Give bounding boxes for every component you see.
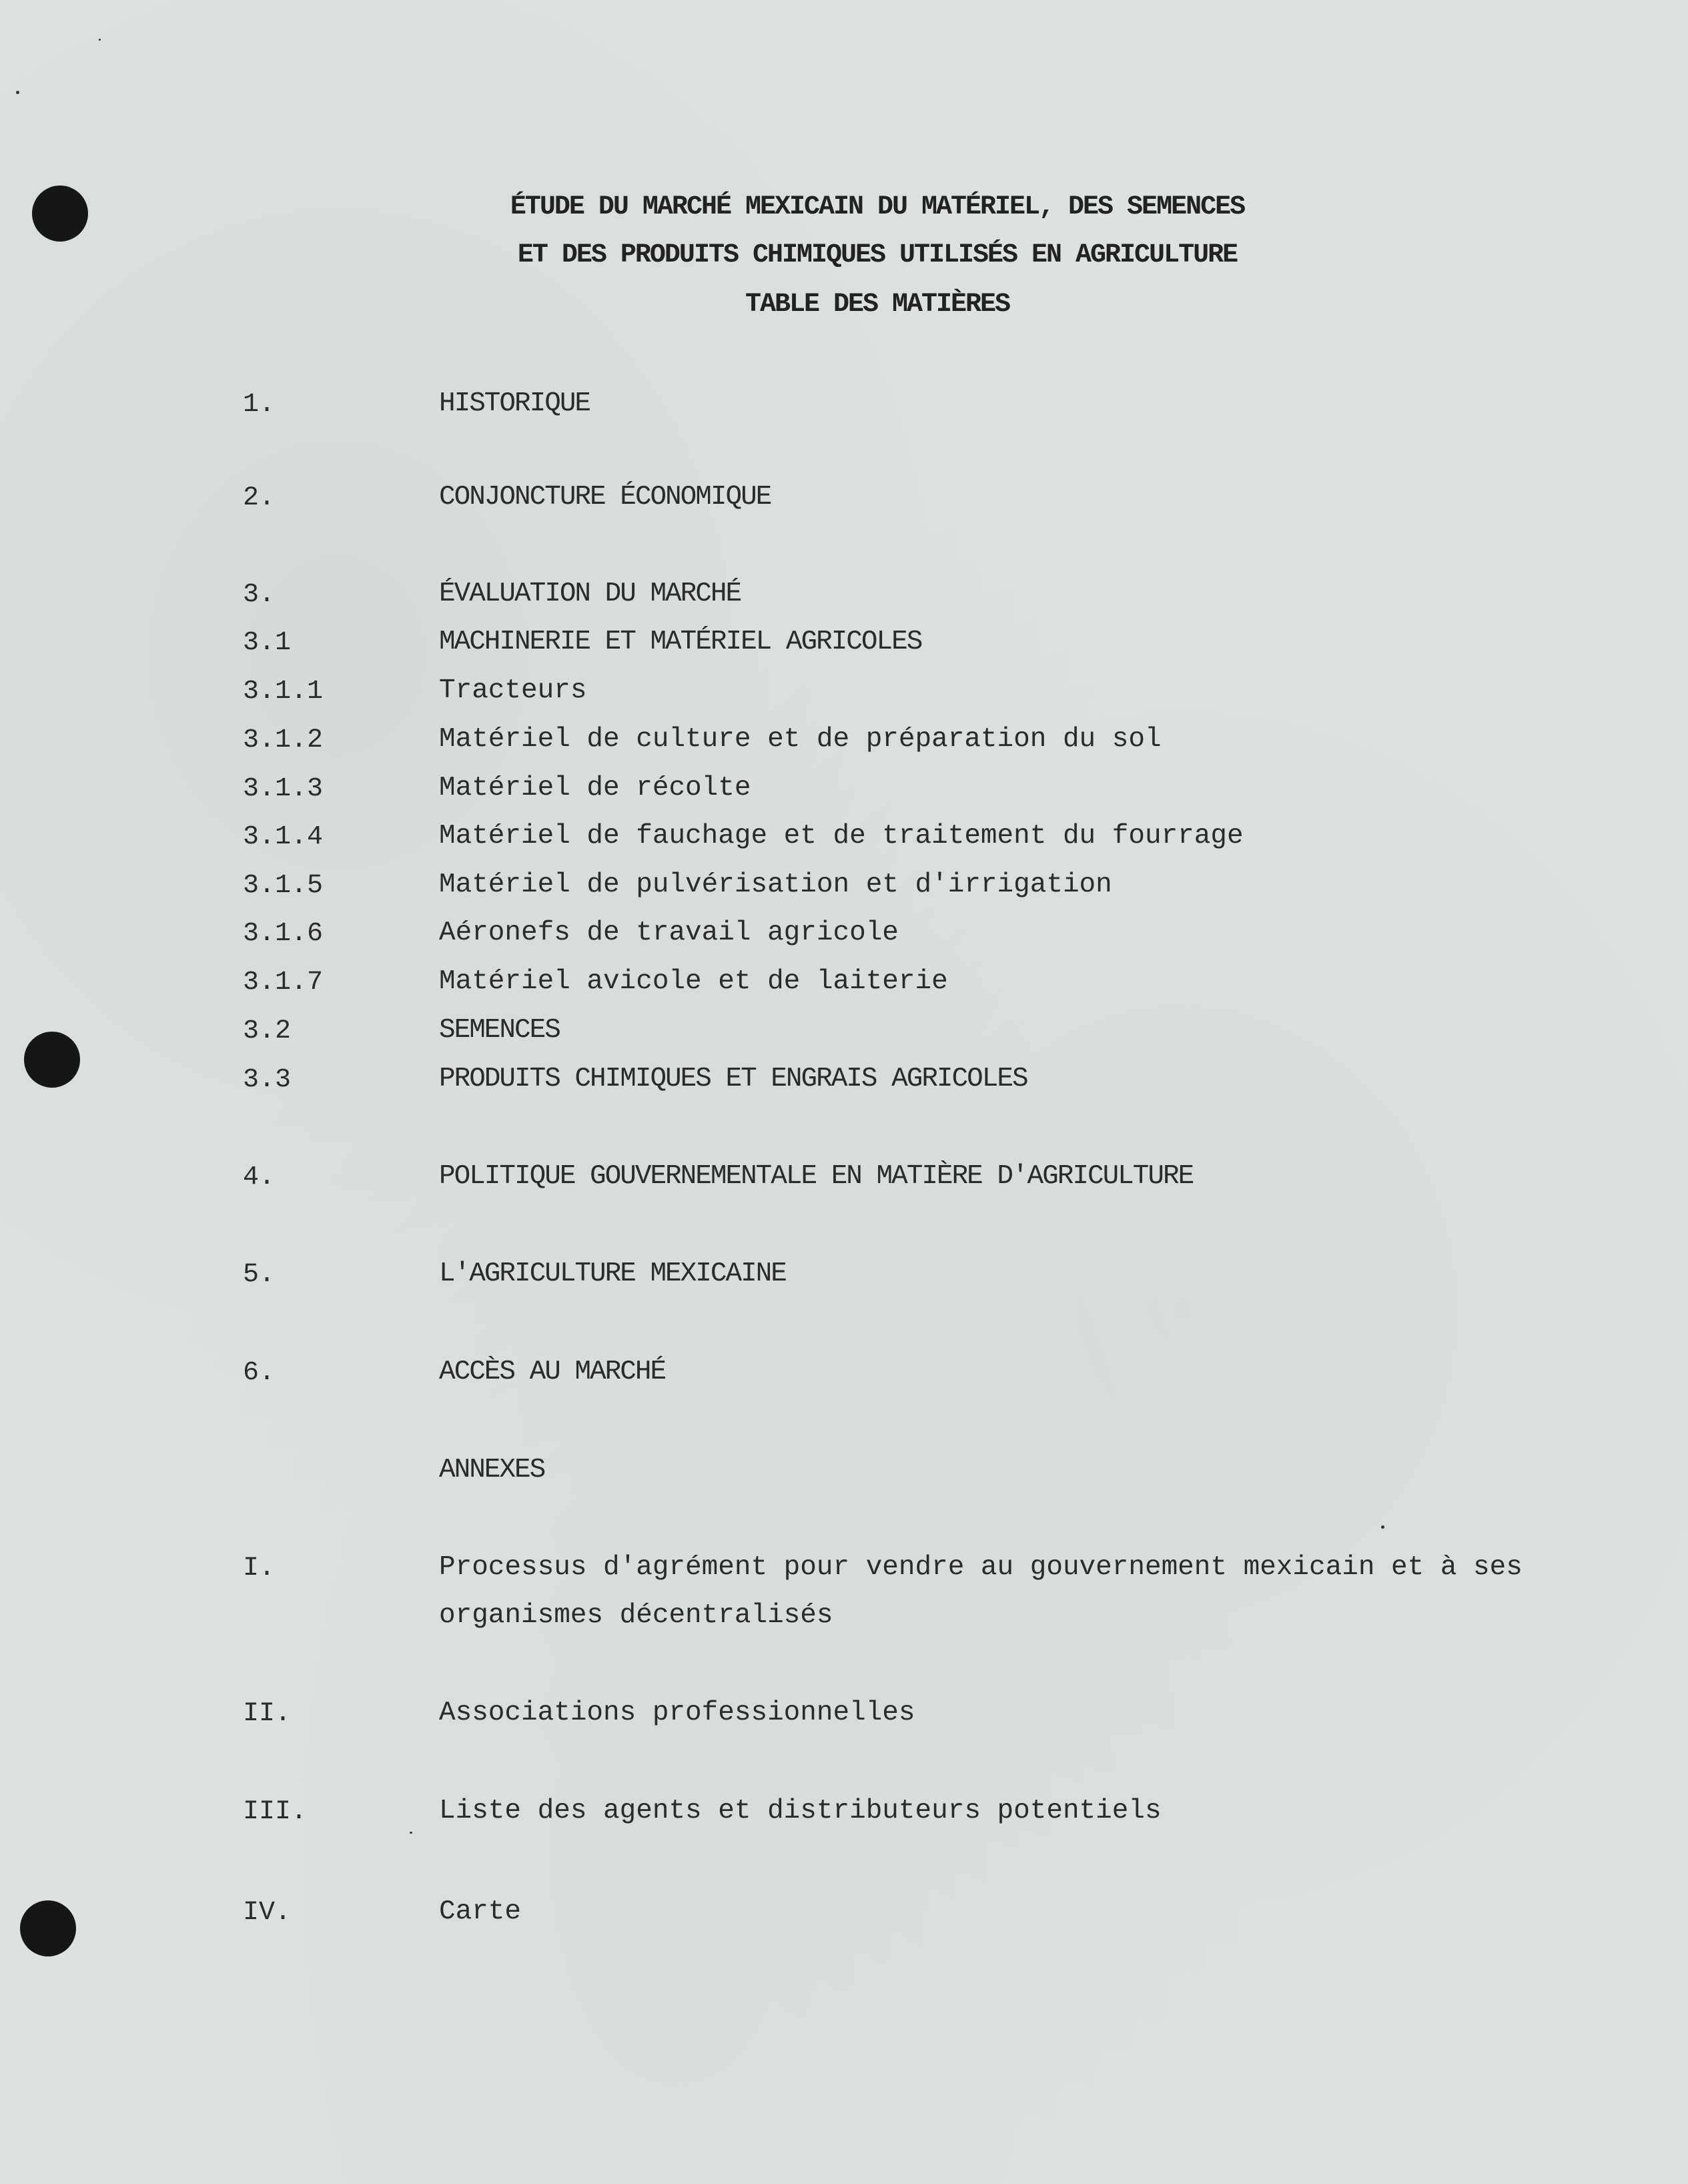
paper-speck <box>99 39 101 41</box>
annex-entry <box>0 1699 1688 1739</box>
table-of-contents-heading: TABLE DES MATIÈRES <box>745 290 1010 320</box>
toc-entry <box>0 1358 1688 1398</box>
toc-title: MACHINERIE ET MATÉRIEL AGRICOLES <box>439 627 922 657</box>
annex-number: II. <box>243 1699 292 1729</box>
toc-number: 4. <box>243 1162 276 1192</box>
toc-number: 3.1.7 <box>243 968 324 998</box>
document-title-line-2: ET DES PRODUITS CHIMIQUES UTILISÉS EN AGRICULTURE <box>517 240 1238 270</box>
toc-entry <box>0 871 1688 911</box>
toc-number: 3.1.3 <box>243 774 324 804</box>
toc-title: Tracteurs <box>439 675 587 706</box>
toc-title: HISTORIQUE <box>439 388 590 419</box>
toc-title: Matériel de culture et de préparation du sol <box>439 724 1162 755</box>
toc-entry <box>0 628 1688 668</box>
toc-title: PRODUITS CHIMIQUES ET ENGRAIS AGRICOLES <box>439 1064 1027 1094</box>
toc-entry <box>0 677 1688 717</box>
annex-number: IV. <box>243 1898 292 1928</box>
annex-title: Carte <box>439 1896 522 1927</box>
toc-number: 3.1.4 <box>243 822 324 852</box>
toc-number: 3.1.1 <box>243 677 324 707</box>
toc-number: 1. <box>243 390 276 420</box>
toc-title: POLITIQUE GOUVERNEMENTALE EN MATIÈRE D'AGRICULTURE <box>439 1161 1194 1192</box>
annex-number: III. <box>243 1797 308 1827</box>
annexes-heading: ANNEXES <box>439 1455 545 1485</box>
annex-entry-continuation <box>0 1601 1688 1642</box>
annex-entry <box>0 1553 1688 1593</box>
toc-title: Aéronefs de travail agricole <box>439 918 899 948</box>
toc-entry <box>0 390 1688 430</box>
toc-entry <box>0 1162 1688 1202</box>
toc-title: ACCÈS AU MARCHÉ <box>439 1357 666 1387</box>
toc-title: CONJONCTURE ÉCONOMIQUE <box>439 482 771 512</box>
toc-entry <box>0 968 1688 1008</box>
toc-number: 3.2 <box>243 1016 292 1046</box>
toc-number: 3. <box>243 580 276 610</box>
paper-speck <box>16 91 19 94</box>
toc-number: 2. <box>243 483 276 513</box>
annex-entry <box>0 1898 1688 1938</box>
toc-entry <box>0 774 1688 814</box>
toc-title: Matériel de fauchage et de traitement du fourrage <box>439 821 1244 851</box>
annex-entry <box>0 1797 1688 1837</box>
paper-speck <box>1381 1525 1384 1529</box>
annex-number: I. <box>243 1553 276 1583</box>
annex-title: Associations professionnelles <box>439 1698 915 1728</box>
toc-entry <box>0 919 1688 959</box>
toc-entry <box>0 725 1688 765</box>
toc-entry <box>0 1065 1688 1105</box>
toc-title: L'AGRICULTURE MEXICAINE <box>439 1258 786 1289</box>
toc-title: SEMENCES <box>439 1015 560 1046</box>
toc-number: 3.1 <box>243 628 292 658</box>
toc-entry <box>0 822 1688 862</box>
toc-number: 3.1.5 <box>243 871 324 901</box>
annex-title-continuation: organismes décentralisés <box>439 1600 833 1631</box>
toc-number: 3.3 <box>243 1065 292 1095</box>
toc-entry <box>0 1016 1688 1056</box>
toc-title: ÉVALUATION DU MARCHÉ <box>439 579 741 609</box>
annexes-section <box>0 1456 1688 1496</box>
toc-entry <box>0 1260 1688 1300</box>
toc-number: 3.1.6 <box>243 919 324 949</box>
annex-title: Processus d'agrément pour vendre au gouvernement mexicain et à ses <box>439 1552 1523 1583</box>
toc-title: Matériel de récolte <box>439 773 751 803</box>
toc-title: Matériel avicole et de laiterie <box>439 966 948 997</box>
toc-title: Matériel de pulvérisation et d'irrigation <box>439 869 1112 900</box>
toc-entry <box>0 483 1688 523</box>
toc-number: 6. <box>243 1358 276 1388</box>
toc-entry <box>0 580 1688 620</box>
annex-title: Liste des agents et distributeurs potentiels <box>439 1796 1162 1826</box>
document-title-line-1: ÉTUDE DU MARCHÉ MEXICAIN DU MATÉRIEL, DES SEMENCES <box>510 192 1245 222</box>
toc-number: 5. <box>243 1260 276 1290</box>
toc-number: 3.1.2 <box>243 725 324 755</box>
